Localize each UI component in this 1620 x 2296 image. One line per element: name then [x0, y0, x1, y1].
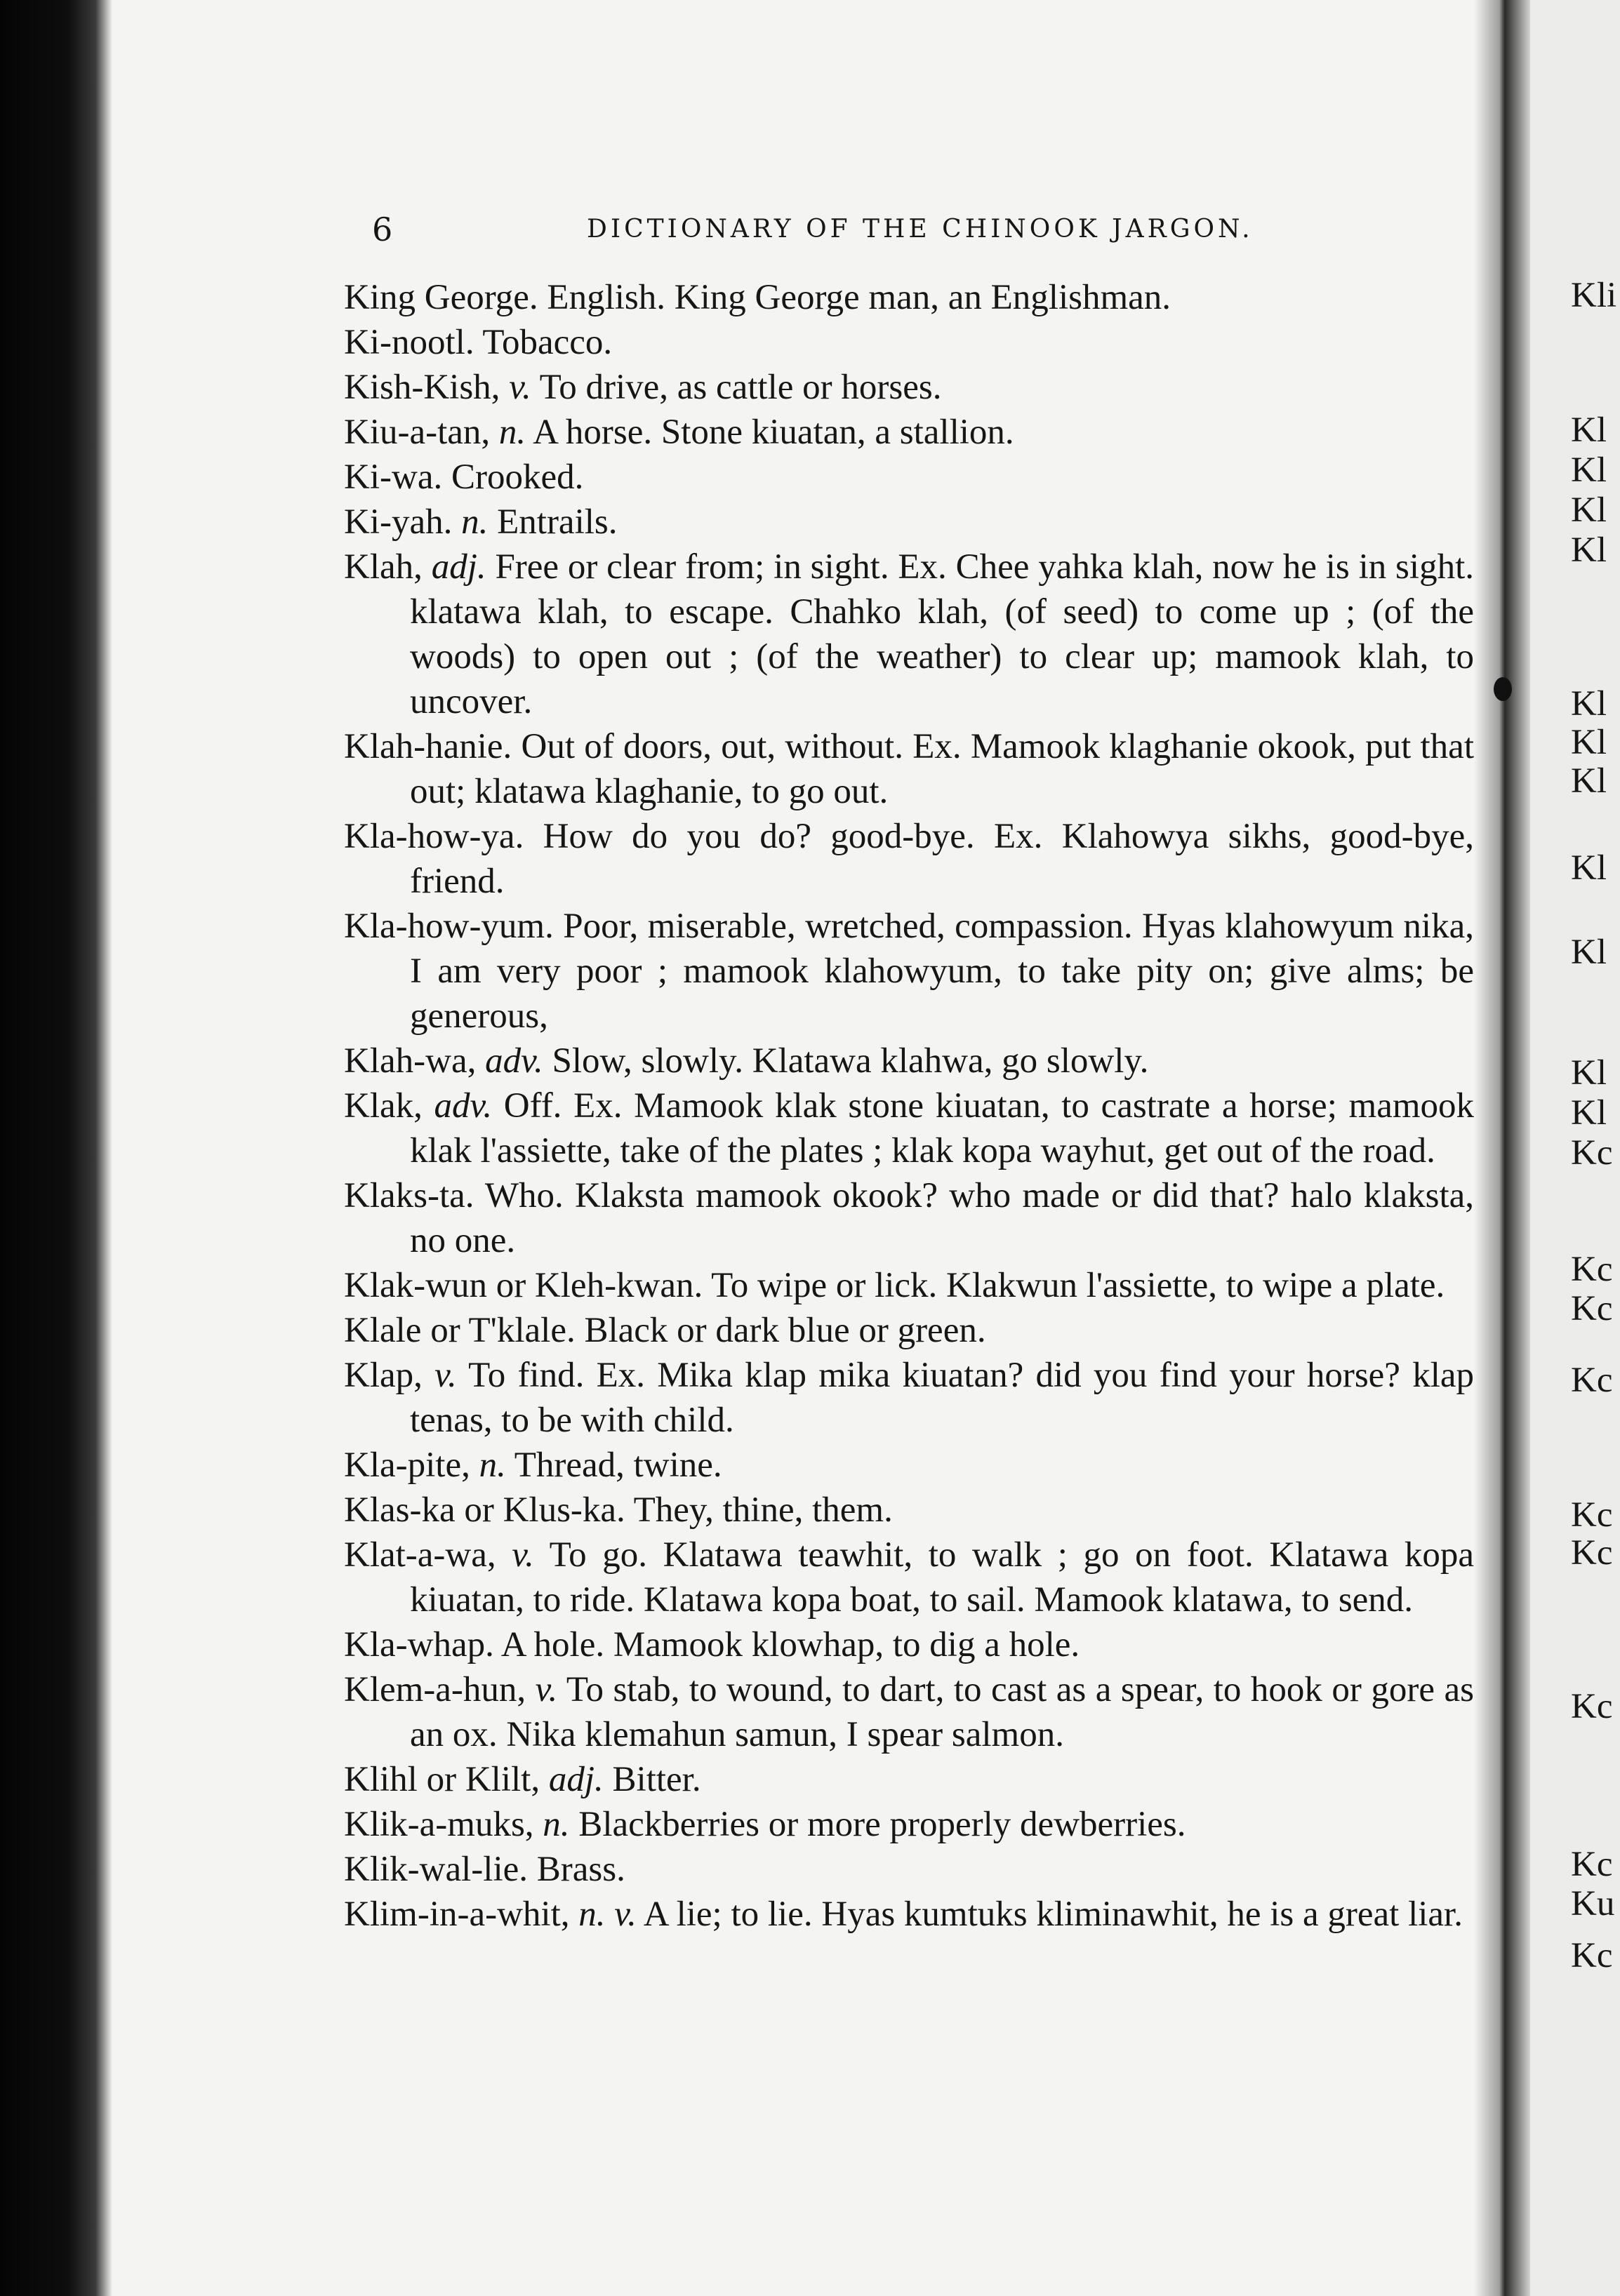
entry-grammar-label: n. [470, 1446, 506, 1485]
dictionary-entry [344, 1847, 1474, 1892]
entry-headword: Klik-wal-lie. [344, 1850, 528, 1889]
entry-headword: Klik-a-muks, [344, 1805, 534, 1844]
right-page-fragment: Kl [1571, 723, 1607, 762]
ink-blot [1494, 677, 1512, 701]
entry-definition: Who. Klaksta mamook okook? who made or did that? halo klaksta, no one. [410, 1176, 1474, 1260]
right-page-fragment: Kc [1571, 1936, 1613, 1975]
entry-grammar-label: adj. [422, 547, 486, 587]
entry-grammar-label: n. [452, 502, 489, 542]
dictionary-entry [344, 500, 1474, 545]
dictionary-entry [344, 545, 1474, 724]
entry-definition: To drive, as cattle or horses. [531, 368, 942, 407]
right-page-fragment: Kl [1571, 848, 1607, 888]
entry-headword: Klem-a-hun, [344, 1670, 526, 1709]
entry-grammar-label: v. [496, 1535, 534, 1575]
dictionary-entry [344, 904, 1474, 1039]
entry-headword: Klaks-ta. [344, 1176, 474, 1215]
entry-definition: How do you do? good-bye. Ex. Klahowya sikhs, good-bye, friend. [410, 817, 1474, 901]
dictionary-entry [344, 455, 1474, 500]
entry-definition: Thread, twine. [505, 1446, 722, 1485]
entry-headword: Klihl or Klilt, [344, 1760, 540, 1799]
dictionary-entry [344, 724, 1474, 814]
entry-definition: Slow, slowly. Klatawa klahwa, go slowly. [543, 1041, 1149, 1081]
dictionary-entry [344, 1039, 1474, 1083]
right-page-fragment: Kl [1571, 450, 1607, 490]
entry-headword: Klim-in-a-whit, [344, 1895, 570, 1934]
entry-definition: A hole. Mamook klowhap, to dig a hole. [493, 1625, 1080, 1664]
entry-headword: Kla-pite, [344, 1446, 470, 1485]
entry-definition: Tobacco. [474, 323, 613, 362]
dictionary-entry [344, 365, 1474, 410]
entry-headword: Ki-wa. [344, 458, 443, 497]
entry-definition: Black or dark blue or green. [575, 1311, 986, 1350]
entry-definition: They, thine, them. [625, 1490, 893, 1530]
right-page-fragment: Kc [1571, 1495, 1613, 1535]
running-title: DICTIONARY OF THE CHINOOK JARGON. [587, 215, 1254, 243]
right-page-fragment: Kc [1571, 1845, 1613, 1884]
entry-grammar-label: n. [490, 413, 526, 452]
entry-definition: To go. Klatawa teawhit, to walk ; go on foot. Klatawa kopa kiuatan, to ride. Klatawa kopa boat, to sail. Mamook klatawa, to send. [410, 1535, 1474, 1620]
entry-grammar-label: n. [533, 1805, 570, 1844]
entry-definition: Poor, miserable, wretched, compassion. Hyas klahowyum nika, I am very poor ; mamook klahowyum, to take pity on; give alms; be generous, [410, 907, 1474, 1036]
right-page-fragment: Kl [1571, 933, 1607, 972]
right-page-fragment: Kc [1571, 1250, 1613, 1289]
entry-definition: To wipe or lick. Klakwun l'assiette, to wipe a plate. [703, 1266, 1445, 1305]
entry-definition: A horse. Stone kiuatan, a stallion. [526, 413, 1014, 452]
dictionary-entry [344, 1802, 1474, 1847]
dictionary-entry [344, 1173, 1474, 1263]
entry-headword: Klat-a-wa, [344, 1535, 496, 1575]
dictionary-entry [344, 1892, 1474, 1937]
dictionary-entry [344, 1622, 1474, 1667]
dictionary-entry [344, 1083, 1474, 1173]
entry-headword: Klah-wa, [344, 1041, 477, 1081]
entry-grammar-label: n. v. [569, 1895, 637, 1934]
entry-grammar-label: v. [526, 1670, 558, 1709]
right-page-fragment: Kl [1571, 530, 1607, 570]
right-page-fragment: Kli [1571, 276, 1617, 315]
binding-gutter [1474, 0, 1530, 2296]
entry-definition: A lie; to lie. Hyas kumtuks kliminawhit, he is a great liar. [636, 1895, 1463, 1934]
entry-headword: Klale or T'klale. [344, 1311, 576, 1350]
entry-grammar-label: adv. [422, 1086, 493, 1126]
right-page-fragment: Kl [1571, 1093, 1607, 1133]
entry-headword: Klak, [344, 1086, 423, 1126]
right-page-fragment: Kc [1571, 1133, 1613, 1173]
entry-headword: Ki-nootl. [344, 323, 474, 362]
entry-headword: Klap, [344, 1356, 423, 1395]
right-page-fragment: Ku [1571, 1884, 1615, 1923]
entry-definition: Brass. [528, 1850, 625, 1889]
entry-headword: Klah, [344, 547, 423, 587]
page-number: 6 [372, 211, 393, 248]
entry-headword: Kiu-a-tan, [344, 413, 491, 452]
entry-headword: Klah-hanie. [344, 727, 512, 766]
right-page-fragment: Kc [1571, 1687, 1613, 1726]
dictionary-entry [344, 1667, 1474, 1757]
entry-headword: Klak-wun or Kleh-kwan. [344, 1266, 703, 1305]
entry-definition: To find. Ex. Mika klap mika kiuatan? did you find your horse? klap tenas, to be with child. [410, 1356, 1475, 1440]
entry-grammar-label: adj. [540, 1760, 604, 1799]
entry-grammar-label: v. [422, 1356, 457, 1395]
entry-definition: English. King George man, an Englishman. [538, 278, 1171, 317]
right-page-fragment: Kl [1571, 761, 1607, 801]
right-page-fragment: Kc [1571, 1289, 1613, 1328]
entry-definition: Blackberries or more properly dewberries. [569, 1805, 1186, 1844]
dictionary-entry [344, 320, 1474, 365]
entry-headword: King George. [344, 278, 538, 317]
entry-definition: Bitter. [603, 1760, 701, 1799]
dictionary-entry [344, 1353, 1474, 1443]
scan-border [0, 0, 112, 2296]
dictionary-entry [344, 1757, 1474, 1802]
right-page-fragment: Kl [1571, 1053, 1607, 1093]
entry-definition: Entrails. [488, 502, 618, 542]
page-header [372, 211, 1467, 253]
entry-definition: Free or clear from; in sight. Ex. Chee yahka klah, now he is in sight. klatawa klah, to escape. Chahko klah, (of seed) to come up ; (of the woods) to open out ; (of the weather) to clear up; mamook klah, to uncover. [410, 547, 1474, 721]
entry-definition: Out of doors, out, without. Ex. Mamook klaghanie okook, put that out; klatawa klaghanie, to go out. [410, 727, 1474, 811]
dictionary-entries [344, 275, 1474, 1937]
dictionary-entry [344, 814, 1474, 904]
right-page-fragment: Kl [1571, 411, 1607, 450]
dictionary-entry [344, 1308, 1474, 1353]
entry-headword: Kla-whap. [344, 1625, 494, 1664]
entry-headword: Klas-ka or Klus-ka. [344, 1490, 625, 1530]
dictionary-entry [344, 1263, 1474, 1308]
entry-headword: Kish-Kish, [344, 368, 500, 407]
right-page-fragment: Kl [1571, 684, 1607, 723]
entry-grammar-label: adv. [476, 1041, 543, 1081]
right-page-fragment: Kc [1571, 1533, 1613, 1573]
dictionary-entry [344, 1488, 1474, 1533]
entry-grammar-label: v. [500, 368, 531, 407]
right-page-text-fragments [1571, 275, 1620, 2296]
entry-headword: Kla-how-yum. [344, 907, 554, 946]
entry-headword: Kla-how-ya. [344, 817, 524, 856]
right-page-fragment: Kc [1571, 1361, 1613, 1400]
right-page-fragment: Kl [1571, 490, 1607, 530]
entry-headword: Ki-yah. [344, 502, 453, 542]
dictionary-entry [344, 1443, 1474, 1488]
dictionary-entry [344, 410, 1474, 455]
entry-definition: Crooked. [442, 458, 584, 497]
dictionary-entry [344, 275, 1474, 320]
dictionary-entry [344, 1533, 1474, 1622]
entry-definition: Off. Ex. Mamook klak stone kiuatan, to castrate a horse; mamook klak l'assiette, take of the plates ; klak kopa wayhut, get out of the road. [410, 1086, 1474, 1170]
entry-definition: To stab, to wound, to dart, to cast as a spear, to hook or gore as an ox. Nika klemahun samun, I spear salmon. [410, 1670, 1474, 1754]
